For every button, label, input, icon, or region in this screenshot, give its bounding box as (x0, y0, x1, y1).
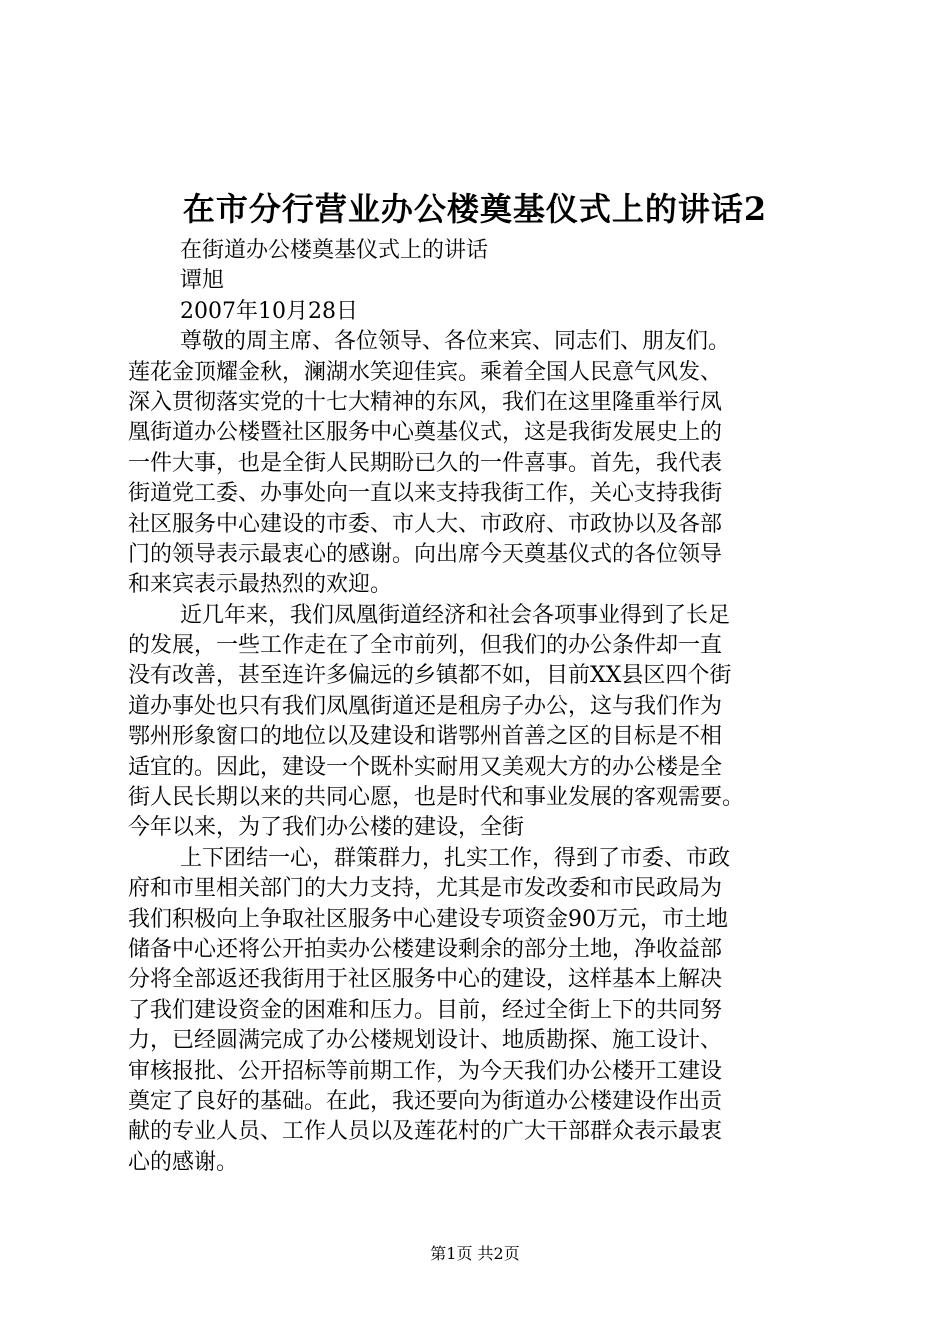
paragraph-line: 街道党工委、办事处向一直以来支持我街工作，关心支持我街 (128, 481, 723, 507)
paragraph-line: 深入贯彻落实党的十七大精神的东风，我们在这里隆重举行凤 (128, 389, 723, 415)
paragraph-line: 府和市里相关部门的大力支持，尤其是市发改委和市民政局为 (128, 876, 723, 902)
paragraph-line: 适宜的。因此，建设一个既朴实耐用又美观大方的办公楼是全 (128, 754, 723, 780)
paragraph-line: 门的领导表示最衷心的感谢。向出席今天奠基仪式的各位领导 (128, 541, 723, 567)
paragraph-line: 鄂州形象窗口的地位以及建设和谐鄂州首善之区的目标是不相 (128, 724, 723, 750)
page-number: 第1页 共2页 (430, 1244, 520, 1263)
paragraph-line: 我们积极向上争取社区服务中心建设专项资金90万元，市土地 (128, 906, 728, 932)
paragraph-line: 力，已经圆满完成了办公楼规划设计、地质勘探、施工设计、 (128, 1028, 723, 1054)
document-title: 在市分行营业办公楼奠基仪式上的讲话2 (182, 190, 768, 228)
subtitle-line: 在街道办公楼奠基仪式上的讲话 (180, 238, 489, 263)
paragraph-line: 献的专业人员、工作人员以及莲花村的广大干部群众表示最衷 (128, 1119, 723, 1145)
paragraph-line: 的发展，一些工作走在了全市前列，但我们的办公条件却一直 (128, 633, 723, 659)
paragraph-line: 和来宾表示最热烈的欢迎。 (128, 572, 393, 598)
paragraph-line: 社区服务中心建设的市委、市人大、市政府、市政协以及各部 (128, 511, 723, 537)
paragraph-line: 了我们建设资金的困难和压力。目前，经过全街上下的共同努 (128, 997, 723, 1023)
paragraph-line: 没有改善，甚至连许多偏远的乡镇都不如，目前XX县区四个街 (128, 663, 732, 689)
document-body (128, 236, 840, 1178)
date-line: 2007年10月28日 (180, 298, 358, 324)
paragraph-line: 尊敬的周主席、各位领导、各位来宾、同志们、朋友们。 (180, 329, 731, 355)
paragraph-line: 审核报批、公开招标等前期工作，为今天我们办公楼开工建设 (128, 1058, 723, 1084)
paragraph-line: 街人民长期以来的共同心愿，也是时代和事业发展的客观需要。 (128, 785, 745, 811)
paragraph-line: 一件大事，也是全街人民期盼已久的一件喜事。首先，我代表 (128, 450, 723, 476)
paragraph-line: 上下团结一心，群策群力，扎实工作，得到了市委、市政 (180, 845, 731, 871)
author-line: 谭旭 (180, 268, 225, 294)
paragraph-line: 莲花金顶耀金秋，澜湖水笑迎佳宾。乘着全国人民意气风发、 (128, 359, 723, 385)
paragraph-line: 奠定了良好的基础。在此，我还要向为街道办公楼建设作出贡 (128, 1088, 723, 1114)
paragraph-line: 分将全部返还我街用于社区服务中心的建设，这样基本上解决 (128, 967, 723, 993)
paragraph-line: 今年以来，为了我们办公楼的建设，全街 (128, 815, 525, 841)
paragraph-line: 近几年来，我们凤凰街道经济和社会各项事业得到了长足 (180, 602, 731, 628)
paragraph-line: 储备中心还将公开拍卖办公楼建设剩余的部分土地，净收益部 (128, 936, 723, 962)
paragraph-line: 心的感谢。 (128, 1149, 239, 1175)
paragraph-line: 凰街道办公楼暨社区服务中心奠基仪式，这是我街发展史上的 (128, 420, 723, 446)
paragraph-line: 道办事处也只有我们凤凰街道还是租房子办公，这与我们作为 (128, 693, 723, 719)
